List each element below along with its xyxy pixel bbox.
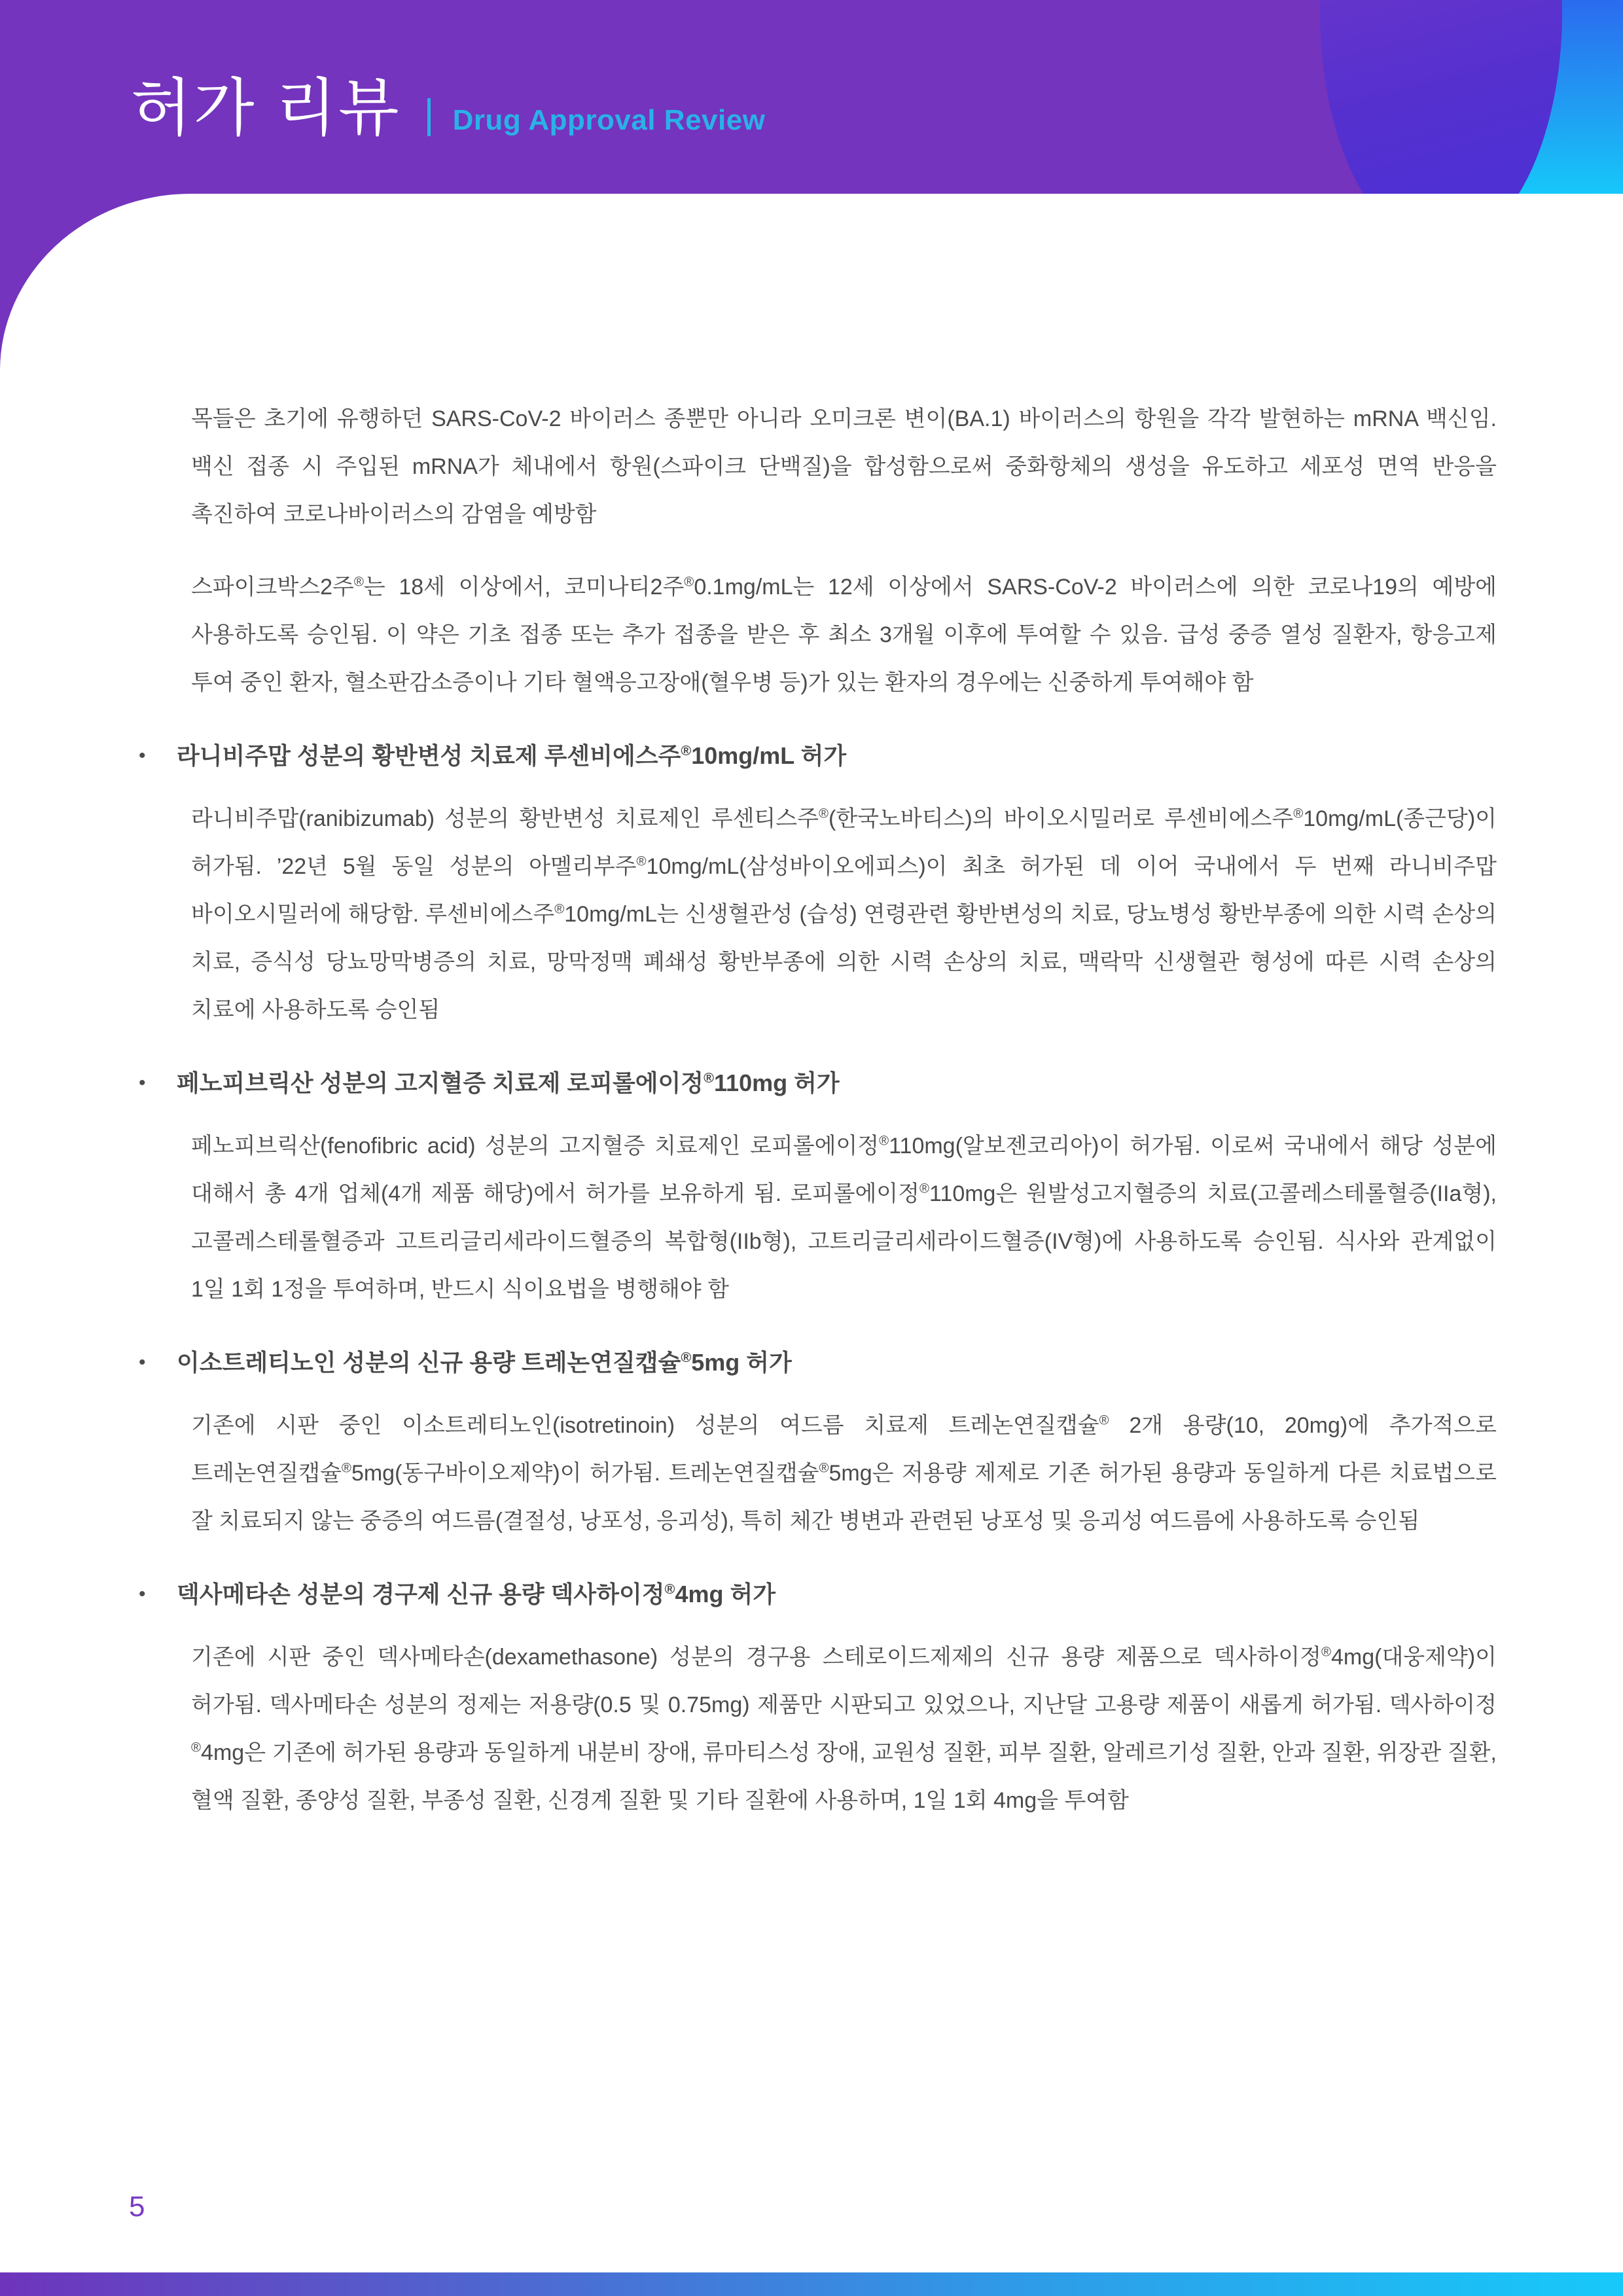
section-heading: 라니비주맙 성분의 황반변성 치료제 루센비에스주®10mg/mL 허가 xyxy=(177,742,847,769)
header-title-row xyxy=(131,73,766,143)
paragraph: 스파이크박스2주®는 18세 이상에서, 코미나티2주®0.1mg/mL는 12세 이상에서 SARS-CoV-2 바이러스에 의한 코로나19의 예방에 사용하도록 승인됨. 이 약은 기초 접종 또는 추가 접종을 받은 후 최소 3개월 이후에 투여할 수 있음. 급성 중증 열성 질환자, 항응고제 투여 중인 환자, 혈소판감소증이나 기타 혈액응고장애(혈우병 등)가 있는 환자의 경우에는 신중하게 투여해야 함 xyxy=(191,575,1497,695)
section-heading: 덱사메타손 성분의 경구제 신규 용량 덱사하이정®4mg 허가 xyxy=(177,1581,776,1607)
bullet-dot-icon: • xyxy=(139,1352,146,1373)
bullet-item xyxy=(139,1570,1497,1618)
paragraph: 라니비주맙(ranibizumab) 성분의 황반변성 치료제인 루센티스주®(한국노바티스)의 바이오시밀러로 루센비에스주®10mg/mL(종근당)이 허가됨. ’22년 5월 동일 성분의 아멜리부주®10mg/mL(삼성바이오에피스)이 최초 허가된 데 이어 국내에서 두 번째 라니비주맙 바이오시밀러에 해당함. 루센비에스주®10mg/mL는 신생혈관성 (습성) 연령관련 황반변성의 치료, 당뇨병성 황반부종에 의한 시력 손상의 치료, 증식성 당뇨망막병증의 치료, 망막정맥 폐쇄성 황반부종에 의한 시력 손상의 치료, 맥락막 신생혈관 형성에 따른 시력 손상의 치료에 사용하도록 승인됨 xyxy=(191,806,1497,1022)
paragraph: 목들은 초기에 유행하던 SARS-CoV-2 바이러스 종뿐만 아니라 오미크론 변이(BA.1) 바이러스의 항원을 각각 발현하는 mRNA 백신임. 백신 접종 시 주입된 mRNA가 체내에서 항원(스파이크 단백질)을 합성함으로써 중화항체의 생성을 유도하고 세포성 면역 반응을 촉진하여 코로나바이러스의 감염을 예방함 xyxy=(191,406,1497,527)
paragraph: 기존에 시판 중인 이소트레티노인(isotretinoin) 성분의 여드름 치료제 트레논연질캡슐® 2개 용량(10, 20mg)에 추가적으로 트레논연질캡슐®5mg(동구바이오제약)이 허가됨. 트레논연질캡슐®5mg은 저용량 제제로 기존 허가된 용량과 동일하게 다른 치료법으로 잘 치료되지 않는 중증의 여드름(결절성, 낭포성, 응괴성), 특히 체간 병변과 관련된 낭포성 및 응괴성 여드름에 사용하도록 승인됨 xyxy=(191,1413,1497,1534)
corner-ellipse-decoration xyxy=(1320,0,1562,194)
bullet-dot-icon: • xyxy=(139,1072,146,1094)
bullet-item xyxy=(139,732,1497,780)
paragraph: 페노피브릭산(fenofibric acid) 성분의 고지혈증 치료제인 로피롤에이정®110mg(알보젠코리아)이 허가됨. 이로써 국내에서 해당 성분에 대해서 총 4개 업체(4개 제품 해당)에서 허가를 보유하게 됨. 로피롤에이정®110mg은 원발성고지혈증의 치료(고콜레스테롤혈증(IIa형), 고콜레스테롤혈증과 고트리글리세라이드혈증의 복합형(IIb형), 고트리글리세라이드혈증(IV형)에 사용하도록 승인됨. 식사와 관계없이 1일 1회 1정을 투여하며, 반드시 식이요법을 병행해야 함 xyxy=(191,1134,1497,1302)
paragraph: 기존에 시판 중인 덱사메타손(dexamethasone) 성분의 경구용 스테로이드제제의 신규 용량 제품으로 덱사하이정®4mg(대웅제약)이 허가됨. 덱사메타손 성분의 정제는 저용량(0.5 및 0.75mg) 제품만 시판되고 있었으나, 지난달 고용량 제품이 새롭게 허가됨. 덱사하이정®4mg은 기존에 허가된 용량과 동일하게 내분비 장애, 류마티스성 장애, 교원성 질환, 피부 질환, 알레르기성 질환, 안과 질환, 위장관 질환, 혈액 질환, 종양성 질환, 부종성 질환, 신경계 질환 및 기타 질환에 사용하며, 1일 1회 4mg을 투여함 xyxy=(191,1645,1497,1813)
page-subtitle: Drug Approval Review xyxy=(452,104,766,136)
footer-gradient-bar xyxy=(0,2272,1623,2296)
section-heading: 페노피브릭산 성분의 고지혈증 치료제 로피롤에이정®110mg 허가 xyxy=(177,1069,840,1096)
page-title: 허가 리뷰 xyxy=(131,73,401,143)
bullet-item xyxy=(139,1338,1497,1386)
bullet-dot-icon: • xyxy=(139,745,146,766)
title-separator xyxy=(427,98,431,136)
document-body xyxy=(139,395,1497,1850)
bullet-dot-icon: • xyxy=(139,1583,146,1605)
section-heading: 이소트레티노인 성분의 신규 용량 트레논연질캡슐®5mg 허가 xyxy=(177,1349,792,1376)
page-number: 5 xyxy=(129,2191,145,2223)
bullet-item xyxy=(139,1059,1497,1107)
